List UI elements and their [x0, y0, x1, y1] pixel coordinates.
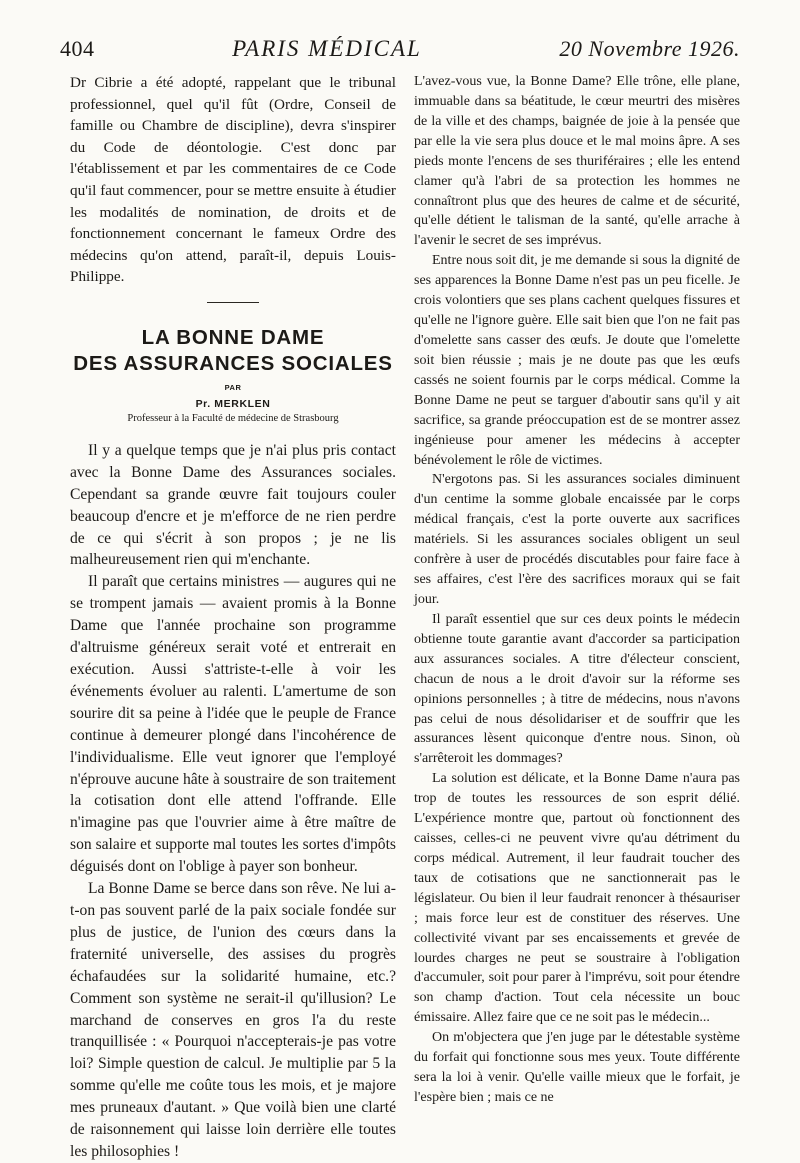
- page-number: 404: [60, 36, 95, 61]
- previous-article-ending: Dr Cibrie a été adopté, rappelant que le tribunal professionnel, quel qu'il fût (Ordre, Conseil de famille ou Chambre de discipline), devra s'inspirer du Code de déontologie. C'est donc par l'établissement et par les commentaires de ce Code qu'il faut commencer, pour se mettre ensuite à étudier les modalités de nomination, de droits et de fonctionnement concernant le fameux Ordre des médecins qu'on attend, paraît-il, depuis Louis-Philippe.: [70, 74, 396, 286]
- paragraph-4-continued: L'avez-vous vue, la Bonne Dame? Elle trône, elle plane, immuable dans sa béatitude, le cœur meurtri des misères de la ville et des champs, baignée de joie à la pensée que par elle la vie sera plus douce et le mal moins âpre. A ses pieds monte l'encens de ses thuriféraires ; elle les entend clamer qu'à l'abri de sa protection les hommes ne connaîtront plus que des heures de calme et de sécurité, qu'elle détient le talisman de la santé, qu'elle arrache à l'avenir le secret de ses imprévus.: [414, 74, 740, 249]
- section-divider: [207, 302, 259, 303]
- author-affiliation: Professeur à la Faculté de médecine de Strasbourg: [127, 412, 339, 424]
- paragraph-7: Il paraît essentiel que sur ces deux points le médecin obtienne toute garantie avant d'accorder sa participation aux assurances sociales. A titre d'électeur conscient, chacun de nous a le droit d'avoir sur la réforme ses opinions personnelles ; à titre de médecins, nous n'avons pas celui de nous désolidariser et de souffrir que les assurances lèsent quiconque d'entre nous. Sinon, où s'arrêteroit les dommages?: [414, 611, 740, 767]
- byline-par: PAR: [224, 382, 242, 392]
- issue-date: 20 Novembre 1926.: [559, 36, 740, 61]
- left-column: [70, 72, 396, 1163]
- paragraph-2: Il paraît que certains ministres — augures qui ne se trompent jamais — avaient promis à la Bonne Dame que l'année prochaine son programme d'altruisme généreux serait voté et entrerait en exécution. Aussi s'attriste-t-elle à voir les événements évoluer au ralenti. L'amertume de son sourire dit sa peine à l'idée que le peuple de France continue à demeurer plongé dans l'incohérence de l'individualisme. Elle veut ignorer que l'employé n'éprouve aucune hâte à soustraire de son traitement la cotisation dont elle attend l'offrande. Elle n'imagine pas que l'ouvrier aime à être maître de son salaire et supporte mal toutes les sortes d'impôts déguisés dont on l'oblige à payer son bonheur.: [70, 573, 396, 876]
- paragraph-1: Il y a quelque temps que je n'ai plus pris contact avec la Bonne Dame des Assurances sociales. Cependant sa grande œuvre fait toujours couler beaucoup d'encre et je m'efforce de ne rien perdre de ce qui s'écrit à son propos ; je ne lis malheureusement rien qui m'enchante.: [70, 441, 396, 569]
- paragraph-8: La solution est délicate, et la Bonne Dame n'aura pas trop de toutes les ressources de son esprit délié. L'expérience montre que, partout où fonctionnent des caisses, celles-ci ne peuvent vivre qu'au détriment du corps médical. Autrement, il leur faudrait toucher des taux de cotisations que ne sanctionnerait pas le législateur. Ou bien il leur faudrait renoncer à thésauriser ; mais force leur est de constituer des réserves. Une collectivité vivant par ses encaissements et grevée de lourdes charges ne peut se soustraire à l'obligation d'accumuler, soit pour parer à l'imprévu, soit pour étendre son champ d'action. Tout cela nécessite un bouc émissaire. Allez faire que ce ne soit pas le médecin...: [414, 771, 740, 1026]
- article-author: Pr. MERKLEN: [195, 397, 271, 410]
- article-title-line-2: DES ASSURANCES SOCIALES: [73, 351, 393, 375]
- article-title: [70, 325, 396, 377]
- page-header: [60, 36, 740, 66]
- paragraph-3: La Bonne Dame se berce dans son rêve. Ne lui a-t-on pas souvent parlé de la paix sociale fondée sur plus de justice, de l'union des cœurs dans la fraternité universelle, des assises du progrès échafaudées sur la solidarité humaine, etc.? Comment son système ne serait-il qu'illusion? Le marchand de conserves en gros l'a du reste tranquillisée : « Pourquoi n'accepterais-je pas votre loi? Simple question de calcul. Je multiplie par 5 la somme qu'elle me coûte tous les mois, et je majore mes pruneaux d'autant. » Que voilà bien une clarté de raisonnement qui laisse loin derrière elle toutes les philosophies !: [70, 880, 396, 1160]
- article-title-line-1: LA BONNE DAME: [141, 325, 325, 349]
- right-column: [414, 72, 740, 1108]
- paragraph-9: On m'objectera que j'en juge par le détestable système du forfait qui fonctionne sous mes yeux. Toute différente sera la loi à venir. Qu'elle vaille mieux que le forfait, je l'espère bien ; mais ce ne: [414, 1030, 740, 1106]
- journal-title: PARIS MÉDICAL: [232, 36, 422, 61]
- paragraph-6: N'ergotons pas. Si les assurances sociales diminuent d'un centime la somme globale encaissée par le corps médical français, c'est la porte ouverte aux sacrifices matériels. Si les assurances sociales obligent un seul confrère à user de procédés discutables pour faire face à ses affaires, c'est l'ère des sacrifices moraux qui se fait jour.: [414, 472, 740, 607]
- paragraph-5: Entre nous soit dit, je me demande si sous la dignité de ses apparences la Bonne Dame n'est pas un peu ficelle. Je crois volontiers que ses plans cachent quelques fissures et qu'elle ne l'ignore guère. Elle sait bien que l'on ne fait pas d'omelette sans casser des œufs. Je doute que l'omelette soit bien réussie ; mais je ne doute pas que les œufs cassés ne soient fournis par le corps médical. Comme la Bonne Dame ne peut se targuer d'aboutir sans qu'il y ait sacrifice, sa grande préoccupation est de se montrer assez ingénieuse pour amener les médecins à accepter bénévolement le rôle de victimes.: [414, 253, 740, 468]
